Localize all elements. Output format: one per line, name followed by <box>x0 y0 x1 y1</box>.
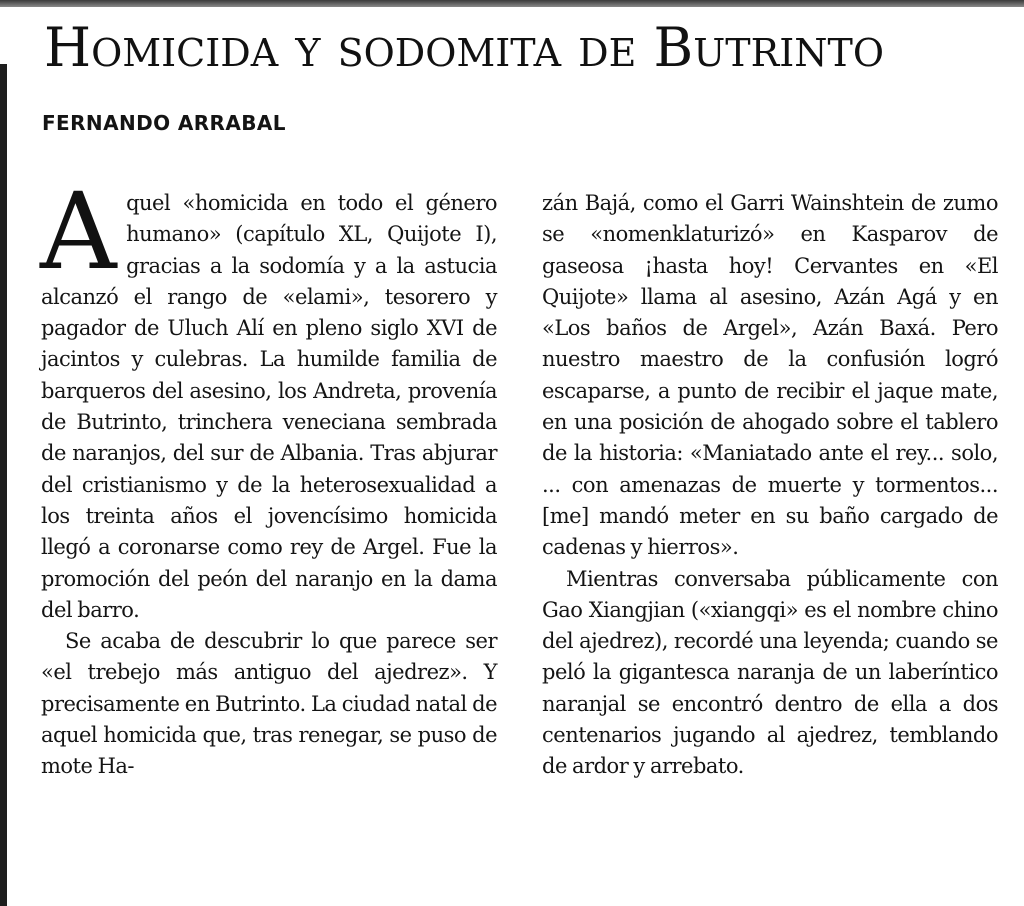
article-headline: Homicida y sodomita de Butrinto <box>44 16 884 79</box>
article-paragraph-2-continued: zán Bajá, como el Garri Wainshtein de zumo se «nomenklaturizó» en Kasparov de gaseosa ¡hasta hoy! Cervantes en «El Quijote» llama al asesino, Azán Agá y en «Los baños de Argel», Azán Baxá. Pero nuestro maestro de la confusión logró escaparse, a punto de recibir el jaque mate, en una posición de ahogado sobre el tablero de la historia: «Maniatado ante el rey... solo, ... con amenazas de muerte y tormentos... [me] mandó meter en su baño cargado de cadenas y hierros». <box>542 191 998 560</box>
article-paragraph-1: quel «homicida en todo el género humano» (capítulo XL, Quijote I), gracias a la sodomía y a la astucia alcanzó el rango de «elami», tesorero y pagador de Uluch Alí en pleno siglo XVI de jacintos y culebras. La humilde familia de barqueros del asesino, los Andreta, provenía de Butrinto, trinchera veneciana sembrada de naranjos, del sur de Albania. Tras abjurar del cristianismo y de la heterosexualidad a los treinta años el jovencísimo homicida llegó a coronarse como rey de Argel. Fue la promoción del peón del naranjo en la dama del barro. <box>41 191 497 622</box>
article-column-left <box>40 170 497 783</box>
article-paragraph-3: Mientras conversaba públicamente con Gao Xiangjian («xiangqi» es el nombre chino del ajedrez), recordé una leyenda; cuando se peló la gigantesca naranja de un laberíntico naranjal se encontró dentro de ella a dos centenarios jugando al ajedrez, temblando de ardor y arrebato. <box>542 566 998 779</box>
article-byline: FERNANDO ARRABAL <box>42 111 286 135</box>
article-paragraph-2: Se acaba de descubrir lo que parece ser «el trebejo más antiguo del ajedrez». Y precisamente en Butrinto. La ciudad natal de aquel homicida que, tras renegar, se puso de mote Ha- <box>41 629 497 779</box>
top-rule <box>0 0 1024 7</box>
article-column-right <box>542 188 998 783</box>
drop-cap: A <box>40 170 117 293</box>
left-scan-edge <box>0 64 7 906</box>
